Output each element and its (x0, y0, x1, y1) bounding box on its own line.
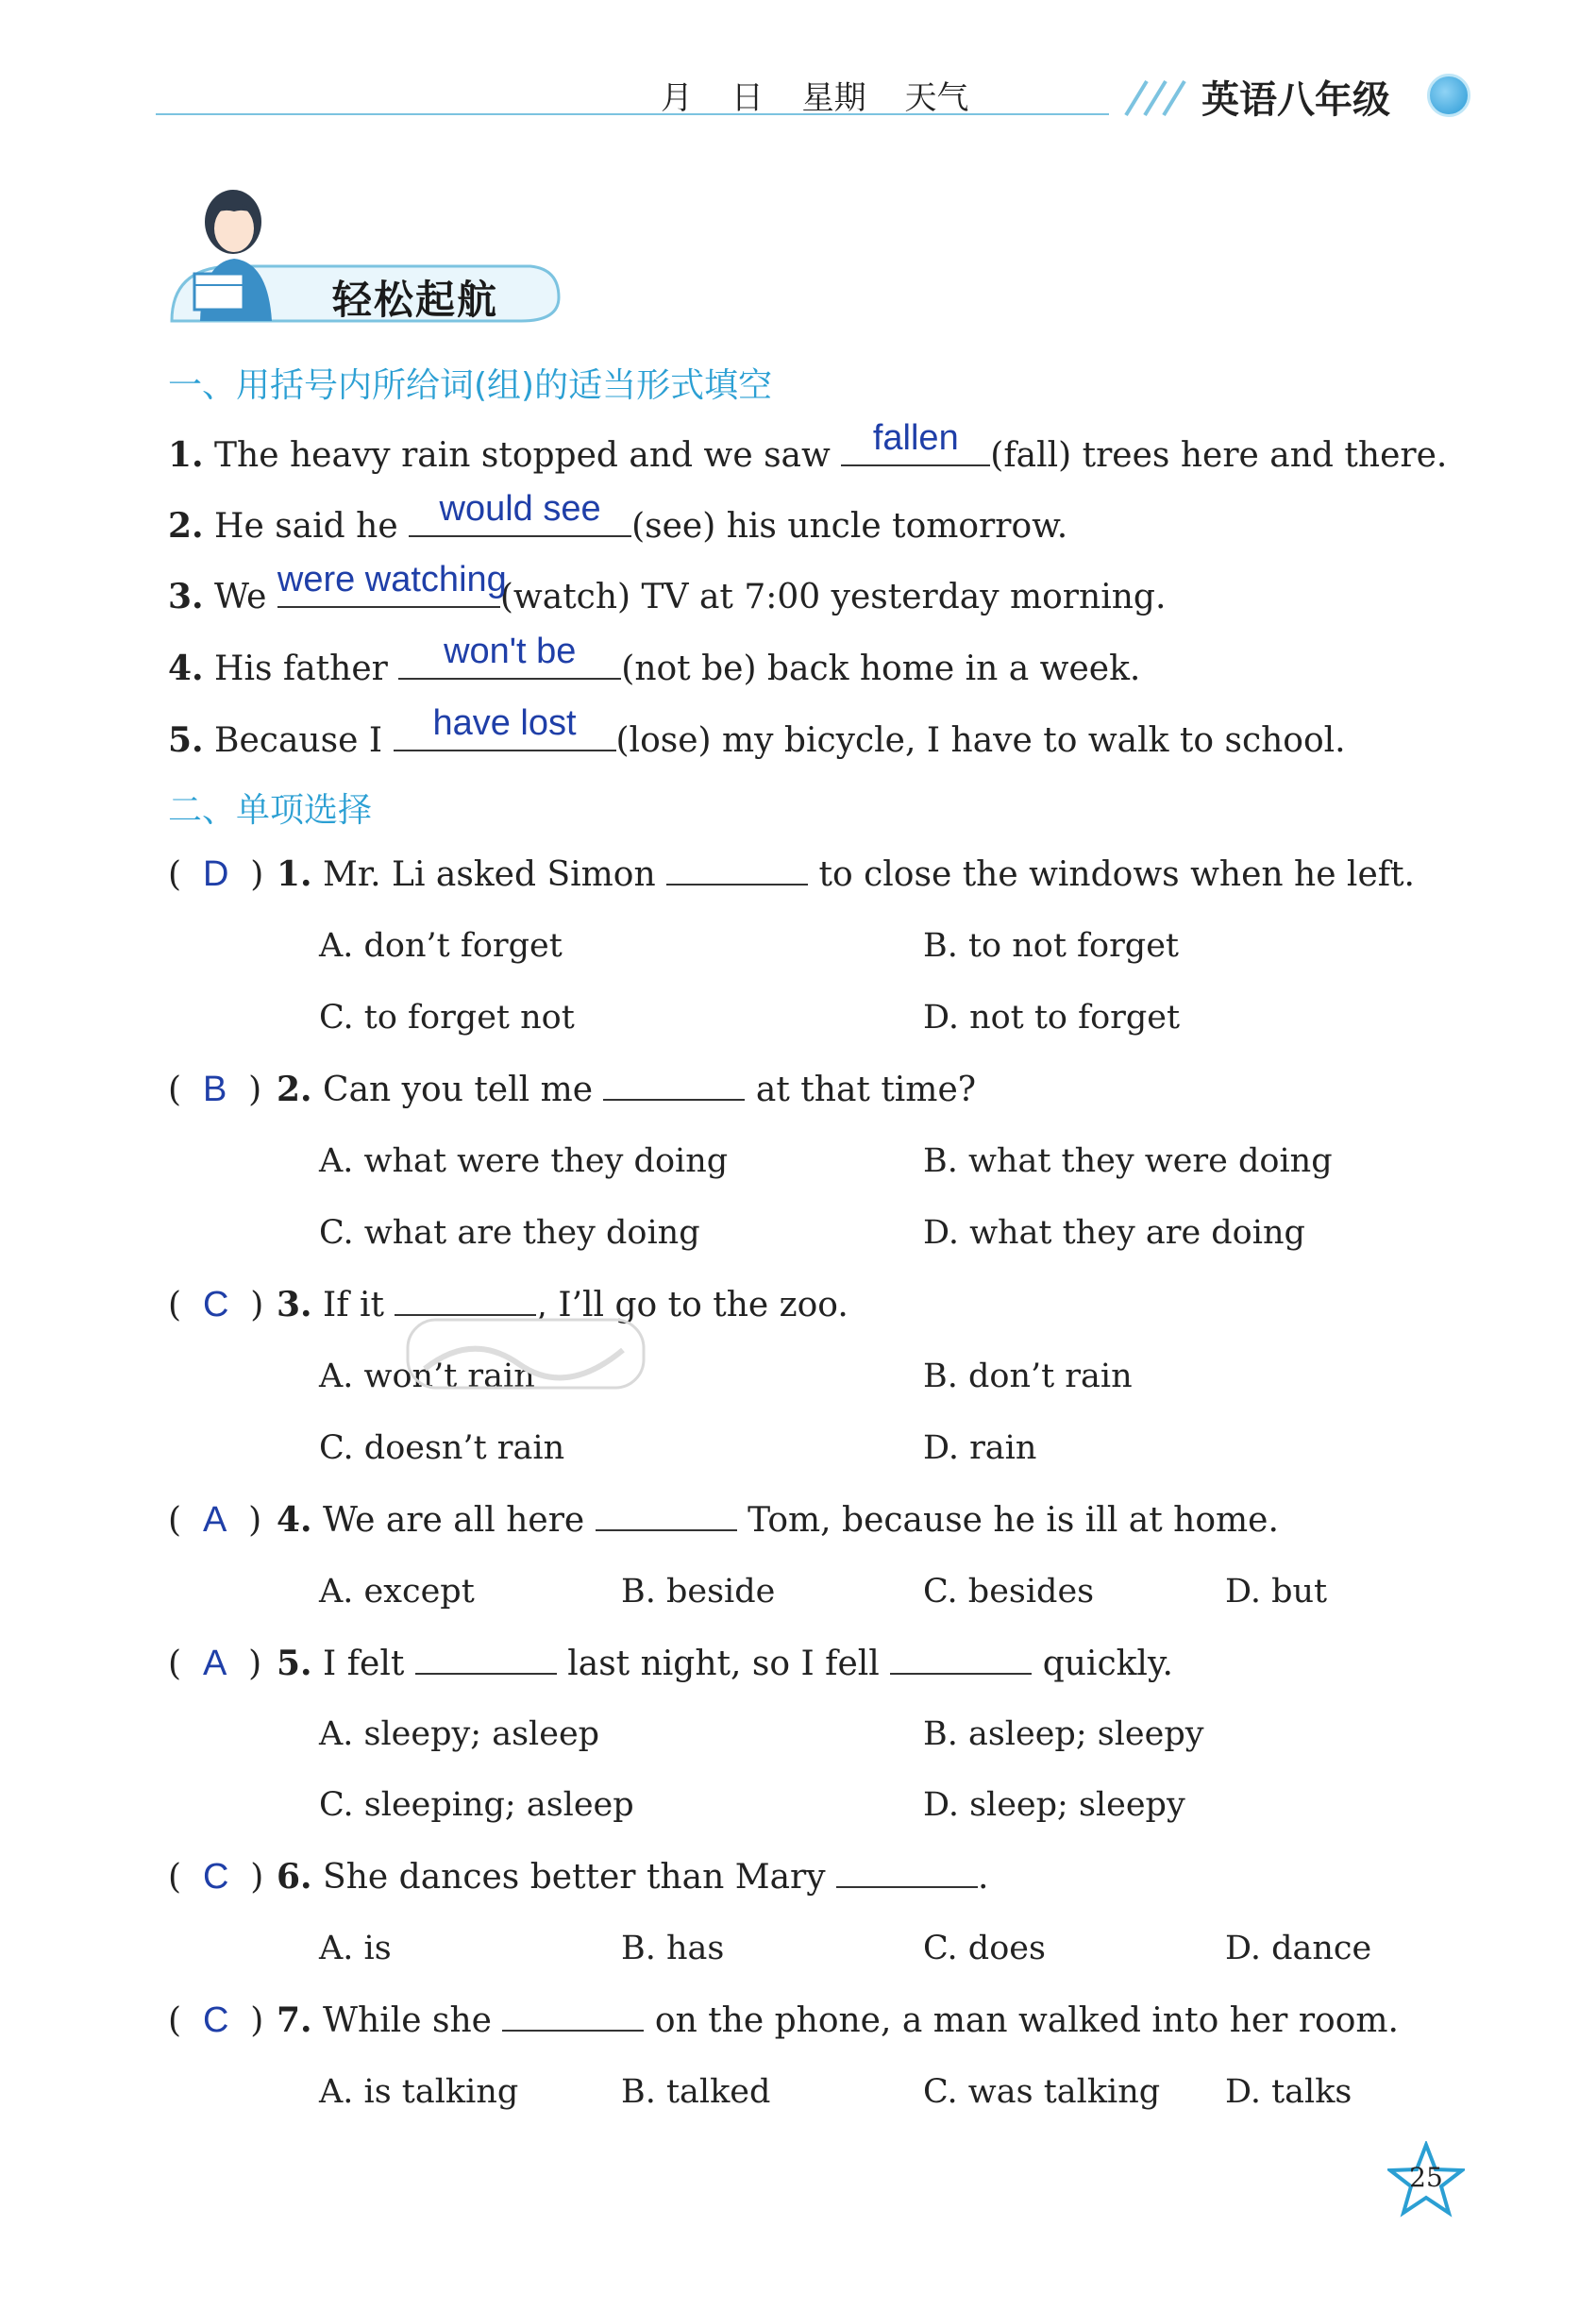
section-banner-title: 轻松起航 (332, 277, 499, 323)
handwritten-answer: won't be (444, 632, 577, 671)
option-a: A. don’t forget (319, 927, 563, 965)
answer-blank (502, 2001, 644, 2032)
page-number: 25 (1409, 2162, 1443, 2193)
handwritten-answer: fallen (872, 418, 959, 458)
option-b: B. asleep; sleepy (923, 1715, 1204, 1753)
option-b: B. to not forget (923, 927, 1179, 965)
handwritten-choice: D (202, 854, 229, 894)
handwritten-answer: were watching (277, 560, 507, 599)
answer-blank (841, 418, 990, 466)
answer-bracket: ( A ) (168, 1500, 262, 1540)
option-b: B. beside (621, 1573, 776, 1611)
watermark-icon (406, 1312, 651, 1397)
option-c: C. what are they doing (319, 1214, 700, 1252)
blue-dot-icon (1427, 74, 1470, 117)
mc-question-2: ( B ) 2. Can you tell me at that time? (168, 1070, 977, 1109)
option-c: C. to forget not (319, 999, 575, 1037)
answer-blank (415, 1645, 557, 1675)
answer-blank (666, 855, 808, 886)
fill-question-4: 4. His father won't be (not be) back home in a week. (168, 632, 1141, 688)
option-d: D. but (1225, 1573, 1328, 1611)
day-label: 日 (731, 79, 764, 117)
answer-bracket: ( A ) (168, 1644, 262, 1683)
answer-bracket: ( C ) (168, 2000, 264, 2040)
answer-blank (596, 1501, 737, 1531)
answer-blank (836, 1858, 978, 1888)
weekday-label: 星期 (801, 79, 866, 117)
weather-label: 天气 (904, 79, 969, 117)
option-a: A. except (319, 1573, 475, 1611)
handwritten-choice: C (202, 2000, 229, 2040)
option-c: C. besides (923, 1573, 1095, 1611)
date-weather-fields (661, 72, 997, 118)
answer-bracket: ( C ) (168, 1285, 264, 1324)
fill-question-5: 5. Because I have lost (lose) my bicycle, I have to walk to school. (168, 703, 1346, 760)
option-b: B. talked (621, 2073, 771, 2111)
slash-decoration-icon (1118, 76, 1194, 119)
handwritten-answer: have lost (432, 703, 577, 743)
answer-blank (890, 1645, 1032, 1675)
answer-bracket: ( D ) (168, 854, 264, 894)
option-d: D. rain (923, 1429, 1037, 1467)
option-a: A. is (319, 1930, 392, 1967)
answer-blank (603, 1071, 745, 1101)
option-d: D. talks (1225, 2073, 1352, 2111)
option-a: A. sleepy; asleep (319, 1715, 600, 1753)
option-d: D. dance (1225, 1930, 1372, 1967)
subject-grade: 英语八年级 (1201, 78, 1390, 122)
answer-bracket: ( C ) (168, 1857, 264, 1897)
mc-question-7: ( C ) 7. While she on the phone, a man walked into her room. (168, 2000, 1399, 2040)
mc-question-5: ( A ) 5. I felt last night, so I fell quickly. (168, 1644, 1173, 1683)
handwritten-choice: C (202, 1857, 229, 1897)
option-d: D. sleep; sleepy (923, 1786, 1185, 1824)
option-a: A. what were they doing (319, 1142, 729, 1180)
section1-heading: 一、用括号内所给词(组)的适当形式填空 (168, 366, 773, 405)
answer-bracket: ( B ) (168, 1070, 262, 1109)
answer-blank (398, 632, 621, 680)
option-b: B. has (621, 1930, 725, 1967)
handwritten-choice: B (202, 1070, 227, 1109)
option-d: D. not to forget (923, 999, 1181, 1037)
option-c: C. does (923, 1930, 1046, 1967)
handwritten-choice: C (202, 1285, 229, 1324)
option-b: B. what they were doing (923, 1142, 1333, 1180)
option-c: C. sleeping; asleep (319, 1786, 634, 1824)
option-d: D. what they are doing (923, 1214, 1305, 1252)
answer-blank (277, 560, 507, 608)
answer-blank (394, 703, 616, 751)
fill-question-3: 3. We were watching (watch) TV at 7:00 yesterday morning. (168, 560, 1167, 616)
fill-question-1: 1. The heavy rain stopped and we saw fallen (fall) trees here and there. (168, 418, 1448, 475)
option-c: C. doesn’t rain (319, 1429, 565, 1467)
mc-question-1: ( D ) 1. Mr. Li asked Simon to close the windows when he left. (168, 854, 1415, 894)
answer-blank (409, 489, 631, 537)
month-label: 月 (661, 79, 693, 117)
option-a: A. won’t rain (319, 1358, 535, 1395)
option-a: A. is talking (319, 2073, 519, 2111)
section2-heading: 二、单项选择 (168, 791, 373, 830)
mc-question-6: ( C ) 6. She dances better than Mary . (168, 1857, 989, 1897)
mc-question-4: ( A ) 4. We are all here Tom, because he is ill at home. (168, 1500, 1279, 1540)
fill-question-2: 2. He said he would see (see) his uncle tomorrow. (168, 489, 1068, 546)
handwritten-answer: would see (439, 489, 601, 529)
handwritten-choice: A (202, 1500, 227, 1540)
option-b: B. don’t rain (923, 1358, 1133, 1395)
option-c: C. was talking (923, 2073, 1161, 2111)
mc-question-3: ( C ) 3. If it , I’ll go to the zoo. (168, 1285, 848, 1324)
handwritten-choice: A (202, 1644, 227, 1683)
